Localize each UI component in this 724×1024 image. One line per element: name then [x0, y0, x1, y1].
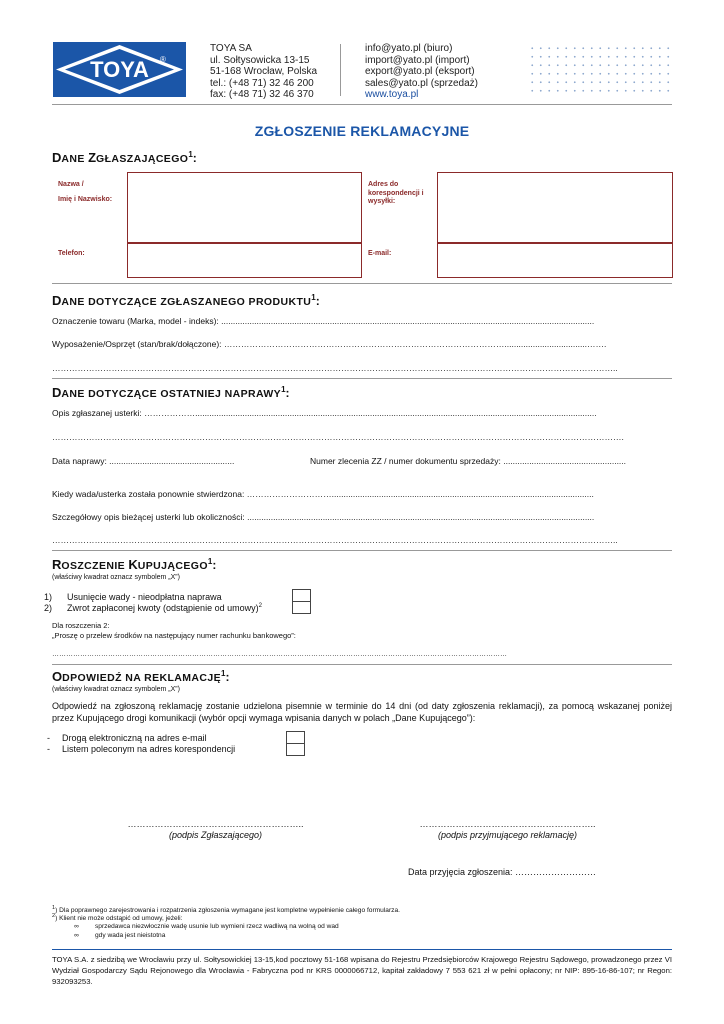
- header-divider: [340, 44, 341, 96]
- product-accessories-field[interactable]: Wyposażenie/Osprzęt (stan/brak/dołączone): ………………………………………………………………………………………...................................…….: [52, 339, 607, 349]
- svg-text:®: ®: [160, 55, 166, 64]
- decorative-dot-grid: [528, 44, 672, 96]
- repair-date-field[interactable]: Data naprawy: .....................................................: [52, 456, 235, 466]
- fault-description-field[interactable]: Opis zgłaszanej usterki: ………………..........................................................................................................................................................................: [52, 408, 597, 418]
- toya-logo: [53, 42, 186, 97]
- phone-field[interactable]: [127, 243, 362, 278]
- claim-option-1-label: Usunięcie wady - nieodpłatna naprawa: [67, 592, 222, 602]
- claim-option-2-number: 2): [44, 603, 53, 613]
- company-phone: tel.: (+48 71) 32 46 200: [210, 77, 314, 89]
- signature-label-receiver: (podpis przyjmującego reklamację): [437, 830, 578, 840]
- email-label: E-mail:: [368, 250, 392, 257]
- section-rule-4: [52, 664, 672, 665]
- response-option-2-checkbox[interactable]: [286, 743, 305, 756]
- signature-line-applicant[interactable]: …………………………………………………..: [127, 819, 304, 829]
- section-product-heading: DANE DOTYCZĄCE ZGŁASZANEGO PRODUKTU$^1$:: [52, 293, 320, 308]
- response-option-2-label: Listem poleconym na adres korespondencji: [62, 744, 236, 754]
- company-street: ul. Sołtysowicka 13-15: [210, 54, 310, 66]
- order-number-field[interactable]: Numer zlecenia ZZ / numer dokumentu sprzedaży: ....................................................: [310, 456, 627, 466]
- company-fax: fax: (+48 71) 32 46 370: [210, 89, 314, 101]
- footnote-2-item-2: gdy wada jest nieistotna: [95, 932, 166, 939]
- footnote-2-item-1: sprzedawca niezwłocznie wadę usunie lub wymieni rzecz wadliwą na wolną od wad: [95, 923, 339, 930]
- company-contacts: [365, 43, 478, 101]
- email-field[interactable]: [437, 243, 673, 278]
- footnote-2-bullet-2: ∞: [74, 932, 79, 939]
- email-export[interactable]: export@yato.pl (eksport): [365, 66, 475, 78]
- applicant-form: [52, 172, 672, 277]
- header-rule: [52, 104, 672, 105]
- claim-option-1-number: 1): [44, 592, 53, 602]
- bank-account-field[interactable]: ……………………………………………………………………………………………………………………………………………………………………………: [52, 651, 507, 658]
- product-extra-line[interactable]: ………………………………………………………………………………………………………………………………………………………………………………..: [52, 363, 618, 373]
- company-name: TOYA SA: [210, 43, 252, 54]
- fault-details-line-2[interactable]: ………………………………………………………………………………………………………………………………………………………………………………..: [52, 535, 618, 545]
- section-rule-1: [52, 283, 672, 284]
- section-rule-2: [52, 378, 672, 379]
- claim-option-2-label: Zwrot zapłaconej kwoty (odstąpienie od umowy)$^2$: [67, 603, 262, 613]
- claim-option-2-checkbox[interactable]: [292, 601, 311, 614]
- document-title: ZGŁOSZENIE REKLAMACYJNE: [254, 123, 470, 139]
- email-import[interactable]: import@yato.pl (import): [365, 54, 470, 66]
- signature-label-applicant: (podpis Zgłaszającego): [168, 830, 263, 840]
- email-office[interactable]: info@yato.pl (biuro): [365, 43, 453, 54]
- signature-line-receiver[interactable]: …………………………………………………..: [419, 819, 596, 829]
- svg-text:TOYA: TOYA: [90, 57, 149, 82]
- product-model-field[interactable]: Oznaczenie towaru (Marka, model - indeks): ..............................................................................................................................................................: [52, 316, 595, 326]
- response-option-2-bullet: -: [47, 744, 50, 754]
- claim-2-text: „Proszę o przelew środków na następujący numer rachunku bankowego”:: [52, 631, 296, 640]
- claim-note: (właściwy kwadrat oznacz symbolem „X”): [52, 574, 180, 581]
- section-response-heading: ODPOWIEDŹ NA REKLAMACJĘ$^1$:: [52, 669, 230, 684]
- address-field[interactable]: [437, 172, 673, 243]
- response-text: Odpowiedź na zgłoszoną reklamację zostanie udzielona pisemnie w terminie do 14 dni (od daty zgłoszenia reklamacji), za pomocą wskazanej poniżej przez Kupującego drogi komunikacji (wybór opcji wymaga wpisania danych w polach „Dane Kupującego”):: [52, 701, 672, 723]
- response-note: (właściwy kwadrat oznacz symbolem „X”): [52, 686, 180, 693]
- address-label: Adres do korespondencji i wysyłki:: [368, 181, 424, 205]
- section-claim-heading: ROSZCZENIE KUPUJĄCEGO$^1$:: [52, 557, 217, 572]
- fault-description-line-2[interactable]: ………………………………………………………………………………………………………………………………………………………………………………….: [52, 432, 624, 442]
- section-repair-heading: DANE DOTYCZĄCE OSTATNIEJ NAPRAWY$^1$:: [52, 385, 290, 400]
- company-address: [210, 43, 317, 101]
- fault-details-field[interactable]: Szczegółowy opis bieżącej usterki lub okoliczności: ...................................................................................................................................................: [52, 512, 595, 522]
- email-sales[interactable]: sales@yato.pl (sprzedaż): [365, 77, 478, 89]
- name-label-1: Nazwa /: [58, 181, 84, 188]
- response-option-1-label: Drogą elektroniczną na adres e-mail: [62, 733, 207, 743]
- company-city: 51-168 Wrocław, Polska: [210, 66, 318, 78]
- receipt-date-field[interactable]: Data przyjęcia zgłoszenia: ………………………: [408, 867, 597, 877]
- footnote-1: $^1$) Dla poprawnego zarejestrowania i rozpatrzenia zgłoszenia wymagane jest kompletne wypełnienie całego formularza.: [52, 905, 400, 915]
- footnote-2: $^2$) Klient nie może odstąpić od umowy, jeżeli:: [52, 913, 183, 923]
- response-option-1-bullet: -: [47, 733, 50, 743]
- fault-recurrence-field[interactable]: Kiedy wada/usterka została ponownie stwierdzona: …………………………...............................................................................................................: [52, 489, 594, 499]
- website-link[interactable]: www.toya.pl: [365, 89, 419, 101]
- footer-legal-text: TOYA S.A. z siedzibą we Wrocławiu przy ul. Sołtysowickiej 13-15,kod pocztowy 51-168 wpisana do Rejestru Przedsiębiorców Krajowego Rejestru Sądowego, prowadzonego przez VI Wydział Gospodarczy Sądu Rejonowego dla Wrocławia - Fabryczna pod nr KRS 0000066712, kapitał zakładowy 7 553 621 zł w pełni opłacony; nr NIP: 895-16-86-107; nr Regon: 932093253.: [52, 955, 672, 986]
- name-label-2: Imię i Nazwisko:: [58, 196, 113, 203]
- footnote-2-bullet-1: ∞: [74, 923, 79, 930]
- footer-rule: [52, 949, 672, 950]
- section-rule-3: [52, 550, 672, 551]
- phone-label: Telefon:: [58, 250, 85, 257]
- claim-2-label: Dla roszczenia 2:: [52, 621, 110, 630]
- name-field[interactable]: [127, 172, 362, 243]
- section-applicant-heading: DANE ZGŁASZAJĄCEGO$^1$:: [52, 150, 197, 165]
